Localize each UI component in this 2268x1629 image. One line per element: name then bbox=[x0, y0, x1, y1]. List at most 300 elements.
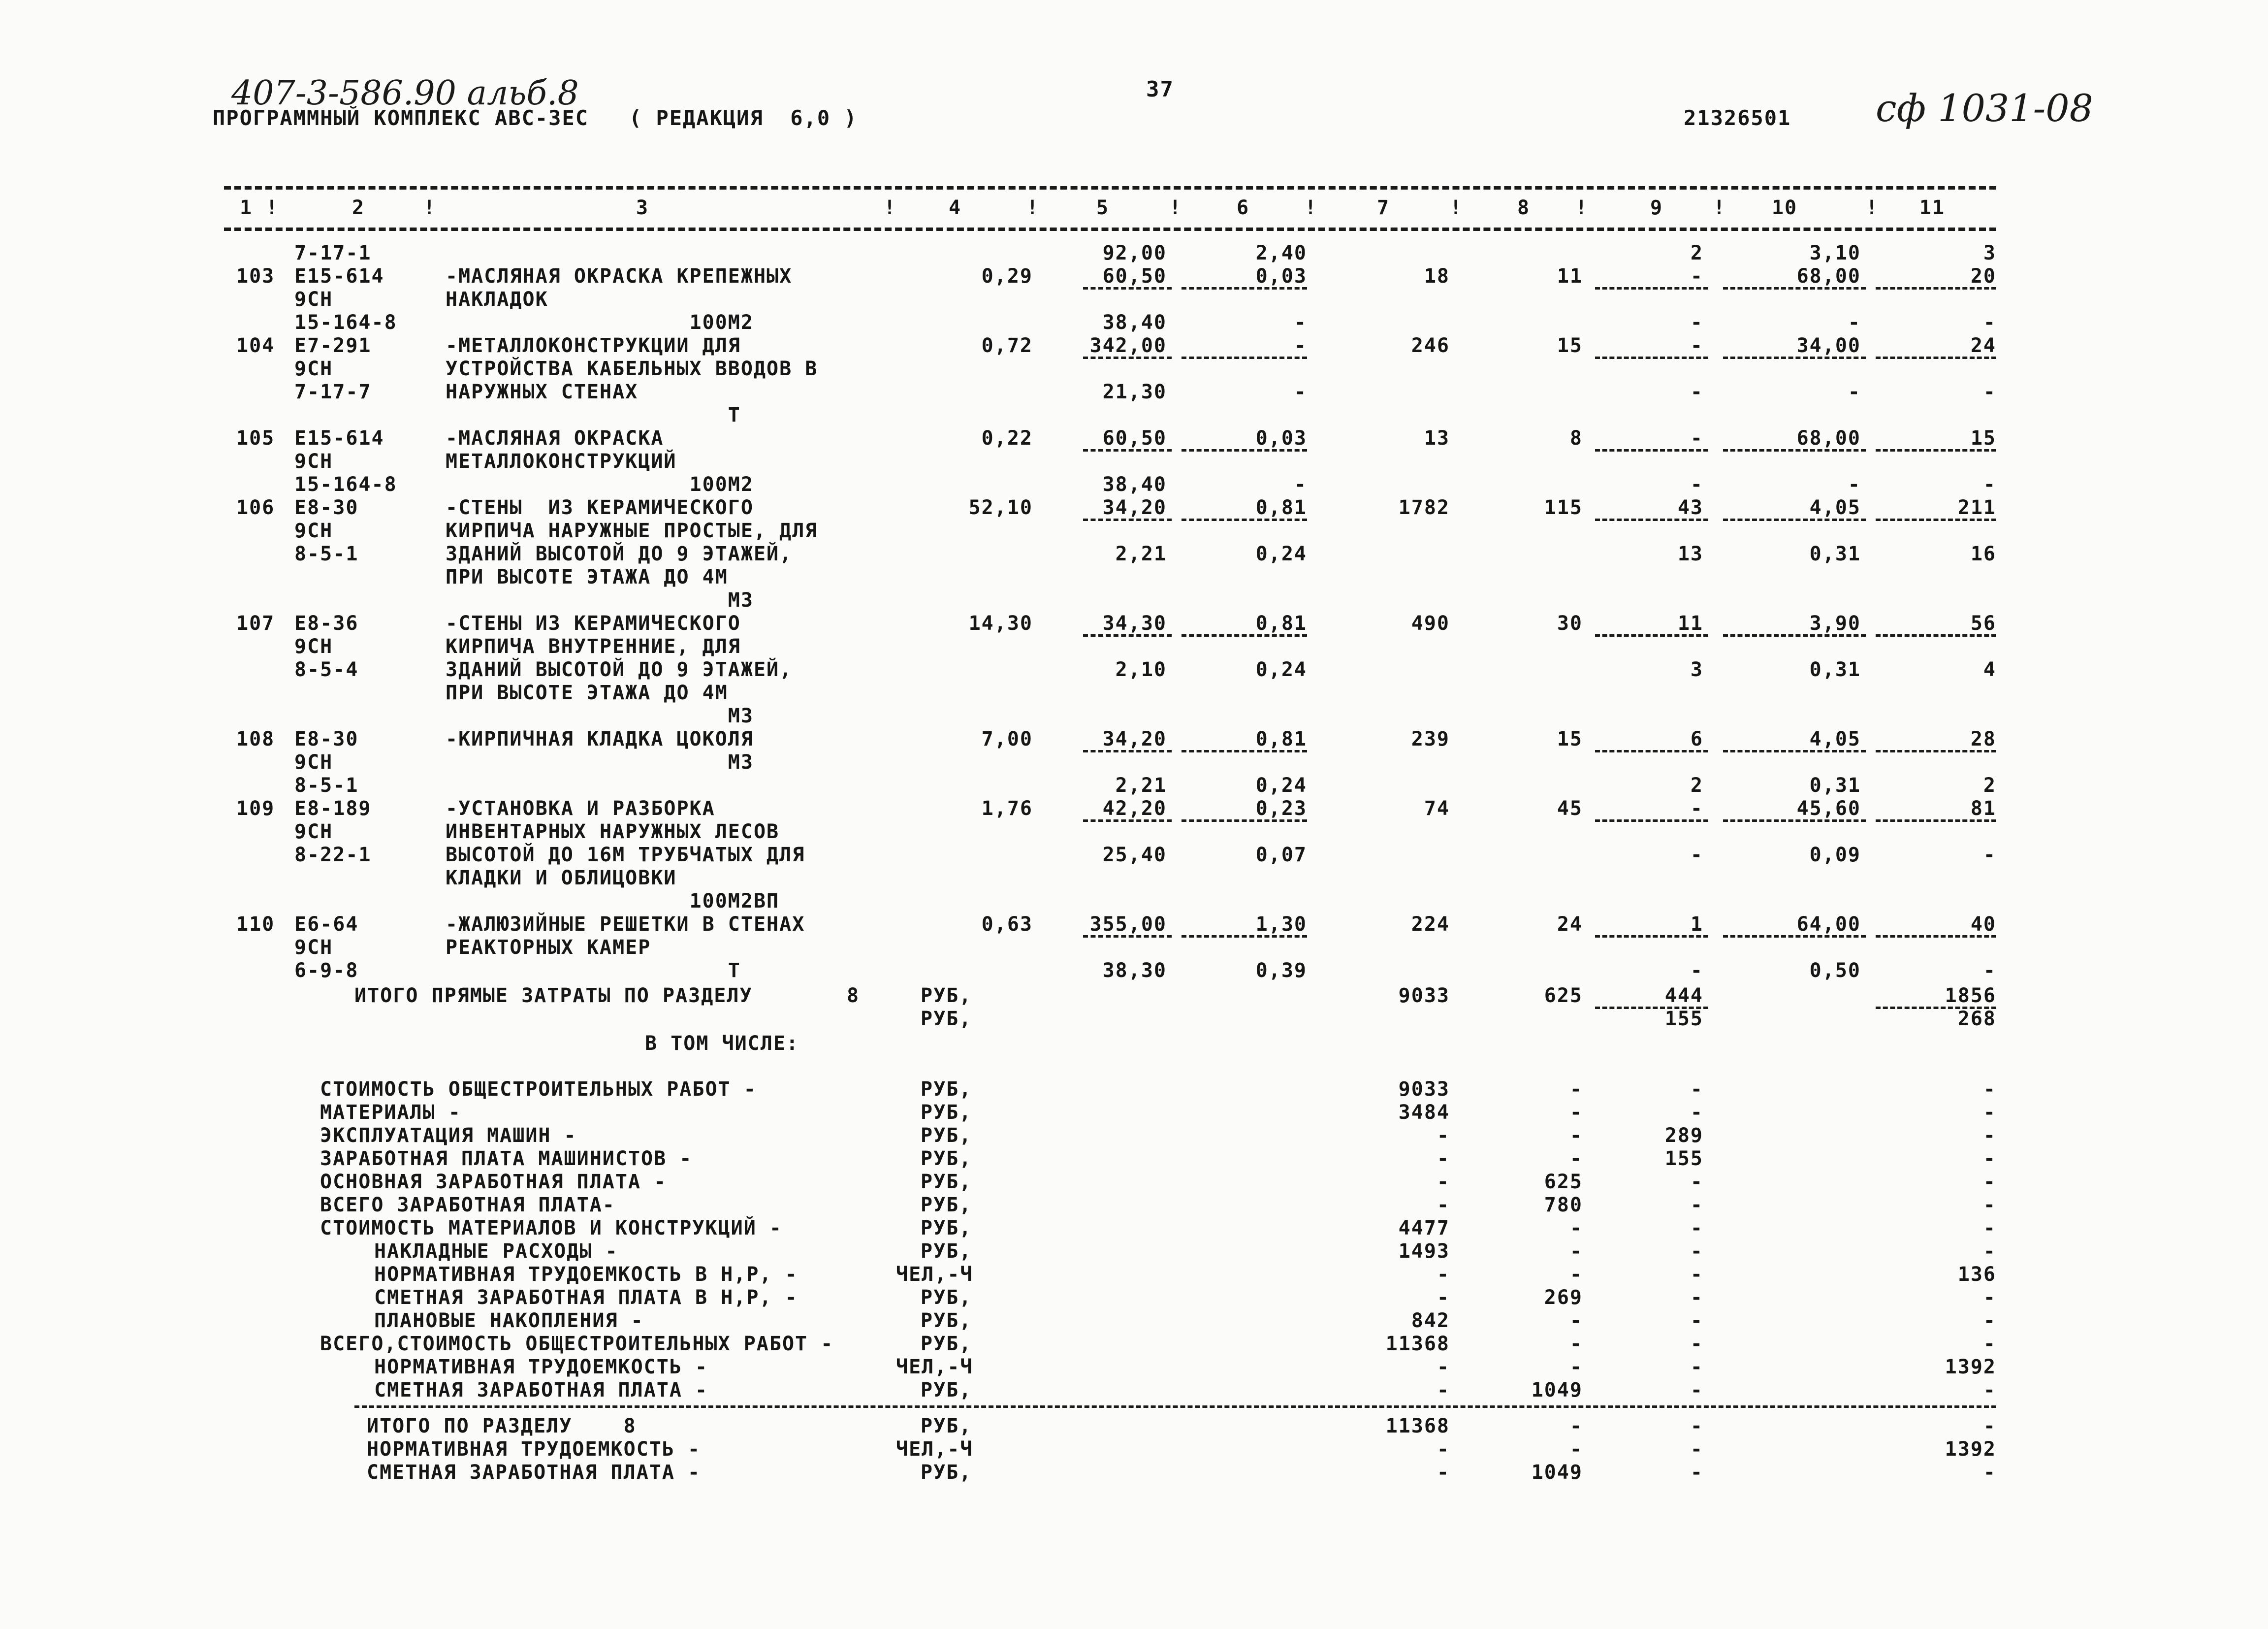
fraction-rule bbox=[1876, 750, 1996, 752]
cell-c11: 20 bbox=[1970, 265, 1996, 288]
column-header-4: 4 bbox=[948, 196, 962, 219]
breakdown-c9: - bbox=[1690, 1194, 1703, 1216]
fraction-rule bbox=[1723, 935, 1866, 938]
unit: РУБ, bbox=[921, 1171, 972, 1193]
cell-c10: 3,90 bbox=[1809, 612, 1861, 635]
breakdown-label: НАКЛАДНЫЕ РАСХОДЫ - bbox=[374, 1240, 618, 1263]
cell-c9: 2 bbox=[1690, 774, 1703, 797]
final-c8: - bbox=[1569, 1438, 1583, 1461]
norm-code: Е8-30 bbox=[294, 496, 359, 519]
fraction-rule bbox=[1083, 819, 1172, 822]
column-separator: ! bbox=[1450, 196, 1463, 219]
cell-c8: 30 bbox=[1557, 612, 1583, 635]
fraction-rule bbox=[1182, 819, 1307, 822]
cell-c9: - bbox=[1690, 427, 1703, 450]
final-c11: - bbox=[1983, 1461, 1996, 1484]
fraction-rule bbox=[1182, 287, 1307, 290]
total-c7: 9033 bbox=[1398, 984, 1450, 1007]
column-header-7: 7 bbox=[1376, 196, 1390, 219]
breakdown-c7: - bbox=[1437, 1286, 1450, 1309]
fraction-rule bbox=[1083, 449, 1172, 452]
breakdown-c8: - bbox=[1569, 1101, 1583, 1124]
cell-c10: 34,00 bbox=[1796, 334, 1861, 357]
total-c9: 444 bbox=[1664, 984, 1703, 1007]
work-description: -УСТАНОВКА И РАЗБОРКА bbox=[446, 797, 715, 820]
norm-code: 8-22-1 bbox=[294, 844, 372, 866]
breakdown-c9: - bbox=[1690, 1356, 1703, 1378]
column-header-9: 9 bbox=[1650, 196, 1663, 219]
fraction-rule bbox=[1182, 449, 1307, 452]
cell-c8: 24 bbox=[1557, 913, 1583, 936]
column-separator: ! bbox=[1169, 196, 1182, 219]
cell-c10: 0,31 bbox=[1809, 658, 1861, 681]
unit: РУБ, bbox=[921, 1124, 972, 1147]
breakdown-c11: - bbox=[1983, 1124, 1996, 1147]
cell-c5: 34,30 bbox=[1102, 612, 1167, 635]
breakdown-label: ЭКСПЛУАТАЦИЯ МАШИН - bbox=[320, 1124, 577, 1147]
cell-c5: 21,30 bbox=[1102, 381, 1167, 403]
cell-c11: 16 bbox=[1970, 543, 1996, 565]
breakdown-label: МАТЕРИАЛЫ - bbox=[320, 1101, 461, 1124]
work-description: НАКЛАДОК bbox=[446, 288, 548, 311]
cell-c11: 40 bbox=[1970, 913, 1996, 936]
cell-c5: 2,21 bbox=[1115, 774, 1167, 797]
cell-c10: 0,09 bbox=[1809, 844, 1861, 866]
norm-code: 15-164-8 bbox=[294, 473, 397, 496]
final-c8: - bbox=[1569, 1415, 1583, 1437]
work-description: МЕТАЛЛОКОНСТРУКЦИЙ bbox=[446, 450, 677, 473]
cell-c6: - bbox=[1294, 381, 1307, 403]
cell-c10: 0,31 bbox=[1809, 774, 1861, 797]
column-header-3: 3 bbox=[636, 196, 649, 219]
cell-c11: - bbox=[1983, 473, 1996, 496]
norm-code: Е8-189 bbox=[294, 797, 372, 820]
unit: РУБ, bbox=[921, 1286, 972, 1309]
item-number: 107 bbox=[236, 612, 275, 635]
fraction-rule bbox=[1876, 357, 1996, 359]
cell-c11: - bbox=[1983, 381, 1996, 403]
cell-c11: - bbox=[1983, 959, 1996, 982]
fraction-rule bbox=[1723, 449, 1866, 452]
section-total-label: ИТОГО ПРЯМЫЕ ЗАТРАТЫ ПО РАЗДЕЛУ bbox=[354, 984, 753, 1007]
cell-c11: 24 bbox=[1970, 334, 1996, 357]
norm-code: 9СН bbox=[294, 751, 333, 774]
cell-c6: 0,39 bbox=[1255, 959, 1307, 982]
breakdown-c8: - bbox=[1569, 1078, 1583, 1101]
breakdown-label: ВСЕГО ЗАРАБОТНАЯ ПЛАТА- bbox=[320, 1194, 615, 1216]
total-c9-wage: 155 bbox=[1664, 1008, 1703, 1030]
work-description: Т bbox=[446, 959, 741, 982]
norm-code: Е6-64 bbox=[294, 913, 359, 936]
breakdown-c11: 136 bbox=[1957, 1263, 1996, 1286]
unit: РУБ, bbox=[921, 1461, 972, 1484]
unit: РУБ, bbox=[921, 1194, 972, 1216]
cell-c9: 3 bbox=[1690, 658, 1703, 681]
work-description: -КИРПИЧНАЯ КЛАДКА ЦОКОЛЯ bbox=[446, 728, 754, 750]
unit: РУБ, bbox=[921, 1333, 972, 1355]
cell-c10: 0,31 bbox=[1809, 543, 1861, 565]
cell-c6: - bbox=[1294, 334, 1307, 357]
cell-c11: 211 bbox=[1957, 496, 1996, 519]
breakdown-c11: - bbox=[1983, 1333, 1996, 1355]
breakdown-c11: - bbox=[1983, 1240, 1996, 1263]
item-number: 106 bbox=[236, 496, 275, 519]
norm-code: 9СН bbox=[294, 936, 333, 959]
final-c7: - bbox=[1437, 1438, 1450, 1461]
fraction-rule bbox=[1595, 634, 1708, 637]
cell-c8: 45 bbox=[1557, 797, 1583, 820]
cell-c5: 60,50 bbox=[1102, 265, 1167, 288]
cell-c7: 490 bbox=[1411, 612, 1450, 635]
cell-c4: 0,22 bbox=[981, 427, 1033, 450]
norm-code: Е7-291 bbox=[294, 334, 372, 357]
fraction-rule bbox=[1723, 750, 1866, 752]
unit: РУБ, bbox=[921, 1379, 972, 1401]
breakdown-label: СМЕТНАЯ ЗАРАБОТНАЯ ПЛАТА В Н,Р, - bbox=[374, 1286, 798, 1309]
cell-c4: 0,29 bbox=[981, 265, 1033, 288]
breakdown-c8: - bbox=[1569, 1147, 1583, 1170]
fraction-rule bbox=[1876, 634, 1996, 637]
fraction-rule bbox=[1083, 935, 1172, 938]
cell-c6: 0,03 bbox=[1255, 265, 1307, 288]
item-number: 103 bbox=[236, 265, 275, 288]
cell-c5: 355,00 bbox=[1089, 913, 1167, 936]
cell-c10: 3,10 bbox=[1809, 242, 1861, 264]
cell-c10: - bbox=[1848, 473, 1861, 496]
final-label: СМЕТНАЯ ЗАРАБОТНАЯ ПЛАТА - bbox=[367, 1461, 701, 1484]
cell-c6: 0,81 bbox=[1255, 728, 1307, 750]
work-description: М3 bbox=[446, 751, 754, 774]
fraction-rule bbox=[1876, 935, 1996, 938]
cell-c9: 2 bbox=[1690, 242, 1703, 264]
cell-c8: 115 bbox=[1544, 496, 1583, 519]
breakdown-c8: - bbox=[1569, 1124, 1583, 1147]
norm-code: 8-5-1 bbox=[294, 774, 359, 797]
header-bottom-rule bbox=[224, 228, 1996, 231]
cell-c5: 2,10 bbox=[1115, 658, 1167, 681]
fraction-rule bbox=[1723, 357, 1866, 359]
cell-c11: 2 bbox=[1983, 774, 1996, 797]
fraction-rule bbox=[1723, 819, 1866, 822]
fraction-rule bbox=[1723, 519, 1866, 521]
cell-c11: 56 bbox=[1970, 612, 1996, 635]
work-description: -МЕТАЛЛОКОНСТРУКЦИИ ДЛЯ bbox=[446, 334, 741, 357]
column-separator: ! bbox=[423, 196, 437, 219]
cell-c11: - bbox=[1983, 311, 1996, 334]
breakdown-c7: 1493 bbox=[1398, 1240, 1450, 1263]
cell-c11: 15 bbox=[1970, 427, 1996, 450]
cell-c5: 25,40 bbox=[1102, 844, 1167, 866]
handwritten-project-reference: 407-3-586.90 альб.8 bbox=[231, 74, 579, 113]
cell-c4: 0,72 bbox=[981, 334, 1033, 357]
cell-c11: 81 bbox=[1970, 797, 1996, 820]
breakdown-c7: - bbox=[1437, 1356, 1450, 1378]
unit: РУБ, bbox=[921, 984, 972, 1007]
fraction-rule bbox=[1595, 449, 1708, 452]
breakdown-label: СМЕТНАЯ ЗАРАБОТНАЯ ПЛАТА - bbox=[374, 1379, 708, 1401]
cell-c9: - bbox=[1690, 473, 1703, 496]
breakdown-c7: 9033 bbox=[1398, 1078, 1450, 1101]
work-description: ВЫСОТОЙ ДО 16М ТРУБЧАТЫХ ДЛЯ bbox=[446, 844, 805, 866]
including-label: В ТОМ ЧИСЛЕ: bbox=[645, 1032, 799, 1055]
cell-c9: 13 bbox=[1677, 543, 1703, 565]
document-code: 21326501 bbox=[1684, 106, 1791, 130]
cell-c6: - bbox=[1294, 473, 1307, 496]
final-c11: 1392 bbox=[1945, 1438, 1996, 1461]
unit: РУБ, bbox=[921, 1101, 972, 1124]
breakdown-c11: - bbox=[1983, 1078, 1996, 1101]
norm-code: 8-5-1 bbox=[294, 543, 359, 565]
cell-c9: 6 bbox=[1690, 728, 1703, 750]
final-c8: 1049 bbox=[1531, 1461, 1583, 1484]
final-label: НОРМАТИВНАЯ ТРУДОЕМКОСТЬ - bbox=[367, 1438, 701, 1461]
cell-c6: 0,24 bbox=[1255, 658, 1307, 681]
breakdown-c7: - bbox=[1437, 1171, 1450, 1193]
norm-code: 7-17-7 bbox=[294, 381, 372, 403]
breakdown-c7: - bbox=[1437, 1194, 1450, 1216]
norm-code: Е8-30 bbox=[294, 728, 359, 750]
breakdown-c7: - bbox=[1437, 1263, 1450, 1286]
unit: РУБ, bbox=[921, 1217, 972, 1239]
cell-c4: 14,30 bbox=[968, 612, 1033, 635]
breakdown-c7: 4477 bbox=[1398, 1217, 1450, 1239]
breakdown-c9: - bbox=[1690, 1240, 1703, 1263]
cell-c9: - bbox=[1690, 311, 1703, 334]
cell-c7: 1782 bbox=[1398, 496, 1450, 519]
cell-c5: 342,00 bbox=[1089, 334, 1167, 357]
cell-c6: 0,07 bbox=[1255, 844, 1307, 866]
cell-c5: 38,40 bbox=[1102, 473, 1167, 496]
cell-c10: 45,60 bbox=[1796, 797, 1861, 820]
fraction-rule bbox=[1876, 819, 1996, 822]
breakdown-c7: - bbox=[1437, 1379, 1450, 1401]
breakdown-c9: - bbox=[1690, 1286, 1703, 1309]
total-c8: 625 bbox=[1544, 984, 1583, 1007]
norm-code: 9СН bbox=[294, 450, 333, 473]
cell-c10: - bbox=[1848, 311, 1861, 334]
breakdown-c11: - bbox=[1983, 1217, 1996, 1239]
cell-c6: 0,03 bbox=[1255, 427, 1307, 450]
column-header-8: 8 bbox=[1517, 196, 1531, 219]
cell-c8: 11 bbox=[1557, 265, 1583, 288]
norm-code: Е15-614 bbox=[294, 427, 384, 450]
item-number: 110 bbox=[236, 913, 275, 936]
column-header-6: 6 bbox=[1236, 196, 1250, 219]
work-description: УСТРОЙСТВА КАБЕЛЬНЫХ ВВОДОВ В bbox=[446, 358, 818, 380]
column-header-5: 5 bbox=[1096, 196, 1110, 219]
breakdown-label: ЗАРАБОТНАЯ ПЛАТА МАШИНИСТОВ - bbox=[320, 1147, 693, 1170]
fraction-rule bbox=[1595, 287, 1708, 290]
cell-c10: 64,00 bbox=[1796, 913, 1861, 936]
column-separator: ! bbox=[1575, 196, 1589, 219]
column-separator: ! bbox=[884, 196, 897, 219]
cell-c8: 15 bbox=[1557, 334, 1583, 357]
cell-c11: 4 bbox=[1983, 658, 1996, 681]
cell-c4: 1,76 bbox=[981, 797, 1033, 820]
cell-c6: 0,23 bbox=[1255, 797, 1307, 820]
breakdown-c9: - bbox=[1690, 1263, 1703, 1286]
unit: РУБ, bbox=[921, 1240, 972, 1263]
cell-c6: 1,30 bbox=[1255, 913, 1307, 936]
fraction-rule bbox=[1182, 357, 1307, 359]
final-c7: - bbox=[1437, 1461, 1450, 1484]
unit: РУБ, bbox=[921, 1008, 972, 1030]
breakdown-c8: - bbox=[1569, 1356, 1583, 1378]
breakdown-c11: - bbox=[1983, 1286, 1996, 1309]
work-description: ЗДАНИЙ ВЫСОТОЙ ДО 9 ЭТАЖЕЙ, bbox=[446, 543, 793, 565]
column-header-2: 2 bbox=[351, 196, 365, 219]
fraction-rule bbox=[1595, 357, 1708, 359]
fraction-rule bbox=[1083, 287, 1172, 290]
fraction-rule bbox=[1182, 519, 1307, 521]
final-c9: - bbox=[1690, 1461, 1703, 1484]
norm-code: 9СН bbox=[294, 288, 333, 311]
cell-c9: 43 bbox=[1677, 496, 1703, 519]
cell-c6: 0,81 bbox=[1255, 496, 1307, 519]
cell-c4: 7,00 bbox=[981, 728, 1033, 750]
work-description: -СТЕНЫ ИЗ КЕРАМИЧЕСКОГО bbox=[446, 612, 741, 635]
column-header-10: 10 bbox=[1771, 196, 1798, 219]
work-description: КИРПИЧА ВНУТРЕННИЕ, ДЛЯ bbox=[446, 635, 741, 658]
norm-code: Е15-614 bbox=[294, 265, 384, 288]
work-description: НАРУЖНЫХ СТЕНАХ bbox=[446, 381, 639, 403]
cell-c11: - bbox=[1983, 844, 1996, 866]
breakdown-label: СТОИМОСТЬ ОБЩЕСТРОИТЕЛЬНЫХ РАБОТ - bbox=[320, 1078, 757, 1101]
breakdown-c11: - bbox=[1983, 1379, 1996, 1401]
cell-c9: - bbox=[1690, 334, 1703, 357]
breakdown-c11: - bbox=[1983, 1147, 1996, 1170]
breakdown-label: ОСНОВНАЯ ЗАРАБОТНАЯ ПЛАТА - bbox=[320, 1171, 667, 1193]
cell-c11: 28 bbox=[1970, 728, 1996, 750]
work-description: М3 bbox=[446, 589, 754, 612]
unit: РУБ, bbox=[921, 1078, 972, 1101]
breakdown-c11: - bbox=[1983, 1194, 1996, 1216]
breakdown-c9: 155 bbox=[1664, 1147, 1703, 1170]
cell-c10: 4,05 bbox=[1809, 728, 1861, 750]
cell-c9: - bbox=[1690, 381, 1703, 403]
total-c11: 1856 bbox=[1945, 984, 1996, 1007]
breakdown-c8: 780 bbox=[1544, 1194, 1583, 1216]
breakdown-c11: - bbox=[1983, 1309, 1996, 1332]
work-description: ПРИ ВЫСОТЕ ЭТАЖА ДО 4М bbox=[446, 682, 728, 704]
cell-c9: - bbox=[1690, 265, 1703, 288]
breakdown-c8: - bbox=[1569, 1309, 1583, 1332]
work-description: -ЖАЛЮЗИЙНЫЕ РЕШЕТКИ В СТЕНАХ bbox=[446, 913, 805, 936]
fraction-rule bbox=[1876, 287, 1996, 290]
work-description: Т bbox=[446, 404, 741, 426]
final-label: ИТОГО ПО РАЗДЕЛУ 8 bbox=[367, 1415, 637, 1437]
work-description: ИНВЕНТАРНЫХ НАРУЖНЫХ ЛЕСОВ bbox=[446, 820, 780, 843]
final-c7: 11368 bbox=[1385, 1415, 1450, 1437]
column-separator: ! bbox=[1305, 196, 1318, 219]
column-header-11: 11 bbox=[1919, 196, 1946, 219]
cell-c7: 224 bbox=[1411, 913, 1450, 936]
norm-code: 6-9-8 bbox=[294, 959, 359, 982]
final-c9: - bbox=[1690, 1415, 1703, 1437]
unit: ЧЕЛ,-Ч bbox=[896, 1438, 973, 1461]
cell-c10: - bbox=[1848, 381, 1861, 403]
breakdown-c7: - bbox=[1437, 1124, 1450, 1147]
column-separator: ! bbox=[1866, 196, 1879, 219]
breakdown-c11: - bbox=[1983, 1101, 1996, 1124]
breakdown-c9: - bbox=[1690, 1333, 1703, 1355]
cell-c7: 246 bbox=[1411, 334, 1450, 357]
fraction-rule bbox=[1182, 935, 1307, 938]
work-description: КЛАДКИ И ОБЛИЦОВКИ bbox=[446, 867, 677, 889]
norm-code: 7-17-1 bbox=[294, 242, 372, 264]
work-description: ПРИ ВЫСОТЕ ЭТАЖА ДО 4М bbox=[446, 566, 728, 588]
work-description: ЗДАНИЙ ВЫСОТОЙ ДО 9 ЭТАЖЕЙ, bbox=[446, 658, 793, 681]
fraction-rule bbox=[1182, 750, 1307, 752]
item-number: 104 bbox=[236, 334, 275, 357]
cell-c8: 8 bbox=[1569, 427, 1583, 450]
unit: РУБ, bbox=[921, 1309, 972, 1332]
column-separator: ! bbox=[266, 196, 279, 219]
breakdown-c9: - bbox=[1690, 1171, 1703, 1193]
fraction-rule bbox=[1083, 357, 1172, 359]
breakdown-c9: - bbox=[1690, 1078, 1703, 1101]
cell-c10: 68,00 bbox=[1796, 265, 1861, 288]
cell-c5: 92,00 bbox=[1102, 242, 1167, 264]
cell-c9: 1 bbox=[1690, 913, 1703, 936]
item-number: 109 bbox=[236, 797, 275, 820]
norm-code: 9СН bbox=[294, 358, 333, 380]
cell-c5: 2,21 bbox=[1115, 543, 1167, 565]
unit: ЧЕЛ,-Ч bbox=[896, 1263, 973, 1286]
cell-c9: - bbox=[1690, 844, 1703, 866]
fraction-rule bbox=[1723, 287, 1866, 290]
breakdown-c8: - bbox=[1569, 1263, 1583, 1286]
cell-c5: 42,20 bbox=[1102, 797, 1167, 820]
final-c11: - bbox=[1983, 1415, 1996, 1437]
breakdown-c7: 3484 bbox=[1398, 1101, 1450, 1124]
work-description: -МАСЛЯНАЯ ОКРАСКА КРЕПЕЖНЫХ bbox=[446, 265, 793, 288]
unit: РУБ, bbox=[921, 1147, 972, 1170]
page-number: 37 bbox=[1146, 77, 1174, 102]
breakdown-c8: 625 bbox=[1544, 1171, 1583, 1193]
fraction-rule bbox=[1595, 750, 1708, 752]
cell-c9: - bbox=[1690, 959, 1703, 982]
unit: ЧЕЛ,-Ч bbox=[896, 1356, 973, 1378]
breakdown-label: ВСЕГО,СТОИМОСТЬ ОБЩЕСТРОИТЕЛЬНЫХ РАБОТ - bbox=[320, 1333, 834, 1355]
handwritten-sheet-code: сф 1031-08 bbox=[1876, 86, 2094, 130]
fraction-rule bbox=[1182, 634, 1307, 637]
work-description: -МАСЛЯНАЯ ОКРАСКА bbox=[446, 427, 664, 450]
breakdown-c8: 269 bbox=[1544, 1286, 1583, 1309]
fraction-rule bbox=[1876, 519, 1996, 521]
unit: РУБ, bbox=[921, 1415, 972, 1437]
norm-code: Е8-36 bbox=[294, 612, 359, 635]
breakdown-c8: - bbox=[1569, 1333, 1583, 1355]
breakdown-c8: - bbox=[1569, 1217, 1583, 1239]
breakdown-c9: - bbox=[1690, 1217, 1703, 1239]
work-description: 100М2 bbox=[446, 311, 754, 334]
cell-c10: 4,05 bbox=[1809, 496, 1861, 519]
item-number: 105 bbox=[236, 427, 275, 450]
cell-c5: 38,30 bbox=[1102, 959, 1167, 982]
final-separator-rule bbox=[354, 1405, 1996, 1408]
cell-c5: 38,40 bbox=[1102, 311, 1167, 334]
work-description: РЕАКТОРНЫХ КАМЕР bbox=[446, 936, 651, 959]
breakdown-label: ПЛАНОВЫЕ НАКОПЛЕНИЯ - bbox=[374, 1309, 644, 1332]
cell-c10: 68,00 bbox=[1796, 427, 1861, 450]
cell-c4: 0,63 bbox=[981, 913, 1033, 936]
breakdown-c9: - bbox=[1690, 1309, 1703, 1332]
cell-c5: 34,20 bbox=[1102, 496, 1167, 519]
fraction-rule bbox=[1723, 634, 1866, 637]
section-number: 8 bbox=[847, 984, 860, 1007]
breakdown-c9: 289 bbox=[1664, 1124, 1703, 1147]
